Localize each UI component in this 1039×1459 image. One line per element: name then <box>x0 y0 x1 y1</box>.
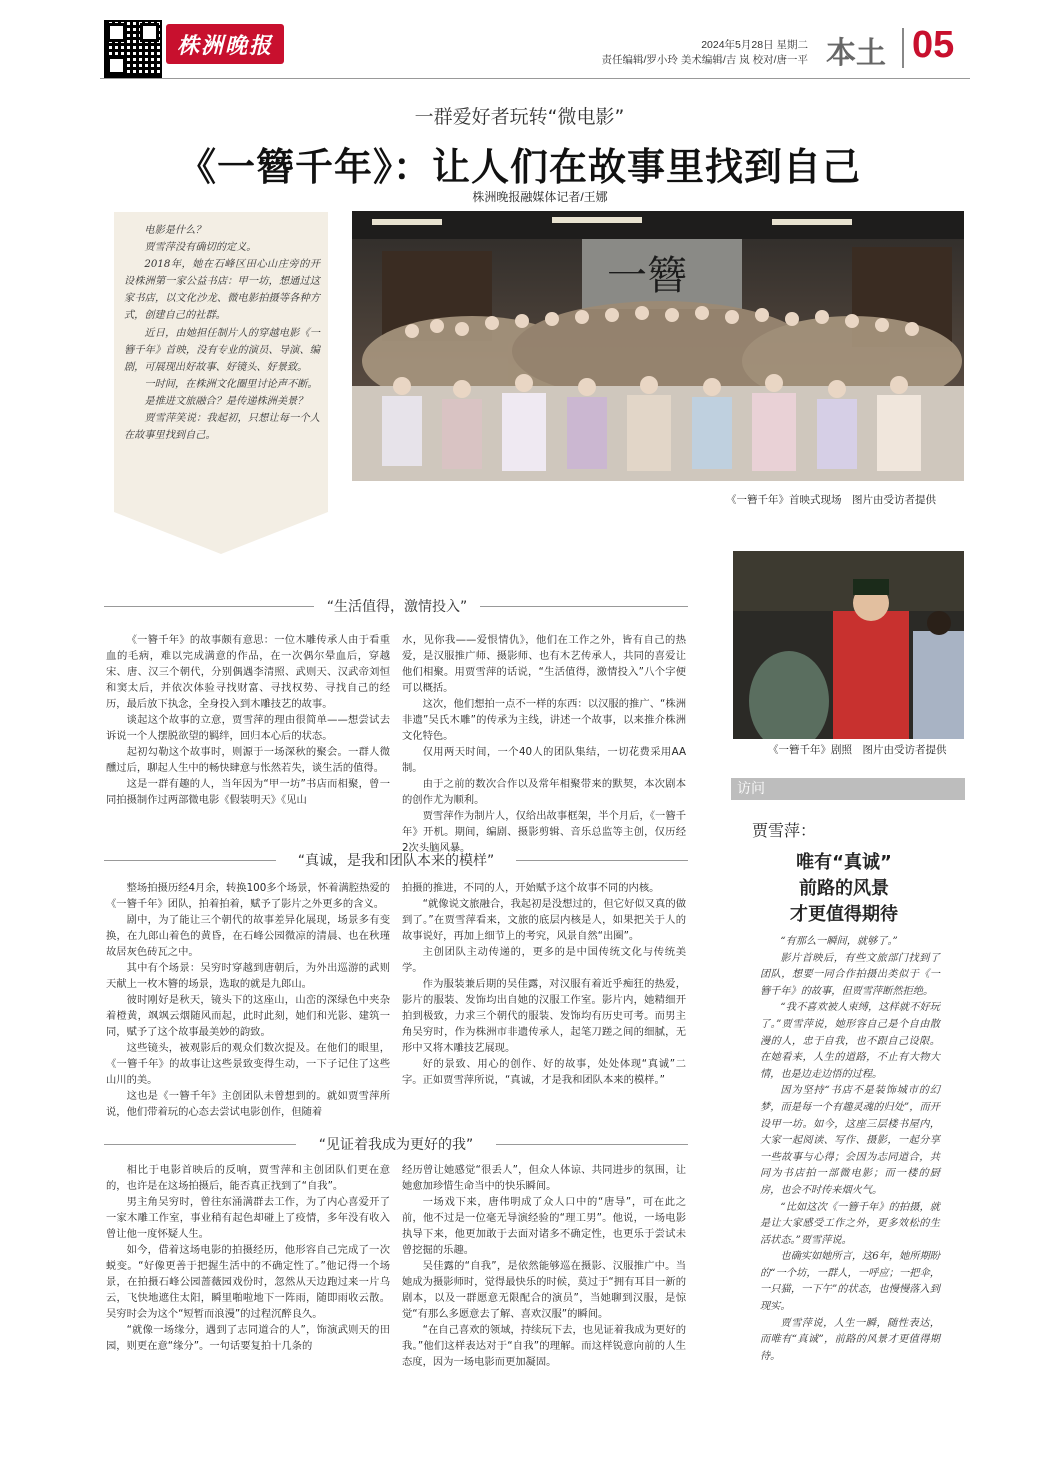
main-photo-caption: 《一簪千年》首映式现场 图片由受访者提供 <box>726 494 936 506</box>
section-rule-right <box>480 606 688 607</box>
section2-column-1 <box>106 880 390 1120</box>
interview-paragraph: 贾雪萍说，人生一瞬，随性表达，而唯有“真诚”，前路的风景才更值得期待。 <box>760 1317 940 1362</box>
section-rule-left <box>104 1144 296 1145</box>
section-rule-left <box>104 606 314 607</box>
premiere-group-photo <box>352 211 964 481</box>
section3-column-1 <box>106 1162 390 1354</box>
screen-title-art: 一簪 <box>607 253 687 299</box>
body-paragraph: 主创团队主动传递的，更多的是中国传统文化与传统美学。 <box>402 946 686 974</box>
interview-paragraph: “有那么一瞬间，就够了。” <box>780 936 898 947</box>
intro-paragraph: 贾雪萍没有确切的定义。 <box>144 242 257 254</box>
intro-paragraph: 一时间，在株洲文化圈里讨论声不断。 <box>144 378 318 390</box>
body-paragraph: 整场拍摄历经4月余，转换100多个场景，怀着满腔热爱的《一簪千年》团队，拍着拍着，赋予了影片之外更多的含义。 <box>106 882 390 910</box>
section-heading-1: “生活值得，激情投入” <box>326 599 468 615</box>
body-paragraph: 拍摄的推进，不同的人，开始赋予这个故事不同的内核。 <box>402 882 660 894</box>
body-paragraph: 相比于电影首映后的反响，贾雪萍和主创团队们更在意的，也许是在这场拍摄后，能否真正找到了“自我”。 <box>106 1164 390 1192</box>
interview-tag <box>731 778 965 800</box>
body-paragraph: 彼时刚好是秋天，镜头下的这座山，山峦的深绿色中夹杂着橙黄，飒飒云烟随风而起，此时此刻，她们和光影、建筑一同，赋予了这个故事最美妙的韵致。 <box>106 994 390 1038</box>
interview-paragraph: “我不喜欢被人束缚，这样就不好玩了。”贾雪萍说，她形容自己是个自由散漫的人，忠于自我，也不跟自己设限。在她看来，人生的道路，不止有大物大情，也是边走边悟的过程。 <box>760 1002 940 1080</box>
body-paragraph: 由于之前的数次合作以及常年相聚带来的默契，本次剧本的创作尤为顺利。 <box>402 778 686 806</box>
section-rule-right <box>496 1144 688 1145</box>
interview-title-line: 唯有“真诚” <box>796 852 892 873</box>
issue-date: 2024年5月28日 星期二 <box>701 39 808 51</box>
interview-paragraph: 因为坚持“书店不是装饰城市的幻梦，而是每一个有趣灵魂的归处”，而开设甲一坊。如今，这座三层楼书屋内，大家一起阅读、写作、摄影，一起分享一些故事与心得；会因为志同道合，共同为书店拍一部微电影；而一楼的厨房，也会不时传来烟火气。 <box>760 1085 940 1196</box>
interview-title-line: 才更值得期待 <box>790 904 898 925</box>
intro-paragraph: 是推进文旅融合？是传递株洲美景？ <box>144 395 308 407</box>
newspaper-logo: 株洲晚报 <box>166 24 284 64</box>
body-paragraph: “就像一场缘分，遇到了志同道合的人”，饰演武则天的田园，则更在意“缘分”。一句话要复拍十几条的 <box>106 1324 390 1352</box>
interview-title-line: 前路的风景 <box>799 878 889 899</box>
body-paragraph: 如今，借着这场电影的拍摄经历，他形容自己完成了一次蜕变。“好像更善于把握生活中的不确定性了。”他记得一个场景，在拍摄石峰公园蔷薇园戏份时，忽然从天边跑过来一片乌云，飞快地遮住太阳，瞬里啪啦地下一阵雨，随即雨收云散。吴穷时会为这个“短暂而浪漫”的过程沉醉良久。 <box>106 1244 390 1320</box>
body-paragraph: 好的景致、用心的创作、好的故事，处处体现“真诚”二字。正如贾雪萍所说，“真诚，才是我和团队本来的模样。” <box>402 1058 686 1086</box>
body-paragraph: 起初勾勒这个故事时，则源于一场深秋的聚会。一群人微醺过后，聊起人生中的畅快肆意与怅然若失，谈生活的值得。 <box>106 746 390 774</box>
section-heading-3: “见证着我成为更好的我” <box>318 1137 474 1153</box>
section-divider <box>902 28 904 68</box>
body-paragraph: 作为服装兼后期的吴佳露，对汉服有着近乎痴狂的热爱，影片的服装、发饰均出自她的汉服工作室。影片内，她精细开拍到极致，力求三个朝代的服装、发饰均有历史可考。而男主角吴穷时，作为株洲市非遗传承人，起笔刀蹉之间的细腻，无形中又将木雕技艺展现。 <box>402 978 686 1054</box>
intro-text <box>124 222 320 444</box>
interview-paragraph: “比如这次《一簪千年》的拍摄，就是让大家感受工作之外，更多效松的生活状态。”贾雪萍说。 <box>760 1201 940 1246</box>
interview-body <box>760 934 940 1365</box>
issue-meta <box>570 38 808 68</box>
body-paragraph: “在自己喜欢的领域，持续玩下去，也见证着我成为更好的我。”他们这样表达对于“自我”的理解。而这样锐意向前的人生态度，因为一场电影而更加凝固。 <box>402 1324 686 1368</box>
article-byline: 株洲晚报融媒体记者/王娜 <box>472 190 608 204</box>
intro-paragraph: 电影是什么？ <box>144 225 206 236</box>
intro-paragraph: 贾雪萍笑说：我起初，只想让每一个人在故事里找到自己。 <box>124 413 320 442</box>
article-kicker: 一群爱好者玩转“微电影” <box>414 106 625 128</box>
body-paragraph: 一场戏下来，唐伟明成了众人口中的“唐导”，可在此之前，他不过是一位毫无导演经验的“理工男”。他说，一场电影执导下来，他更加敢于去面对诸多不确定性，也更乐于尝试未曾挖掘的乐趣。 <box>402 1196 686 1256</box>
body-paragraph: 谈起这个故事的立意，贾雪萍的理由很简单——想尝试去诉说一个人摆脱欲望的羁绊，回归本心后的状态。 <box>106 714 390 742</box>
section-name: 本土 <box>826 36 886 71</box>
interview-tag-label: 访问 <box>737 781 765 797</box>
interview-paragraph: 影片首映后，有些文旅部门找到了团队，想要一同合作拍摄出类似于《一簪千年》的故事，但贾雪萍断然拒绝。 <box>760 952 940 997</box>
intro-box-tail <box>114 512 328 554</box>
interview-paragraph: 也确实如她所言，这6年，她所期盼的“一个坊，一群人，一呼应；一把伞，一只猫，一下午”的状态，也慢慢落入到现实。 <box>760 1251 940 1313</box>
film-still-photo <box>733 551 964 739</box>
section2-column-2 <box>402 880 686 1088</box>
body-paragraph: 《一簪千年》的故事颇有意思：一位木雕传承人由于看重血的毛病，难以完成满意的作品，在一次偶尔晕血后，穿越宋、唐、汉三个朝代，分别偶遇李清照、武则天、汉武帝刘恒和窦太后，并依次体验寻找财富、寻找权势、寻找自己的经历，最后放下执念，全身投入到木雕技艺的故事。 <box>106 634 390 710</box>
body-paragraph: 水，见你我——爱恨情仇》，他们在工作之外，皆有自己的热爱，是汉服推广师、摄影师、也有木艺传承人，共同的喜爱让他们相聚。用贾雪萍的话说，“生活值得，激情投入”八个字便可以概括。 <box>402 634 686 694</box>
section-rule-right <box>516 860 688 861</box>
body-paragraph: 经历曾让她感觉“很丢人”，但众人体谅、共同进步的氛围，让她愈加珍惜生命当中的快乐瞬间。 <box>402 1164 686 1192</box>
section-rule-left <box>104 860 276 861</box>
body-paragraph: “就像说文旅融合，我起初是没想过的，但它好似又真的做到了。”在贾雪萍看来，文旅的底层内核是人，如果把关于人的故事说好，再加上细节上的考究，风景自然“出圈”。 <box>402 898 686 942</box>
intro-paragraph: 2018年，她在石峰区田心山庄旁的开设株洲第一家公益书店：甲一坊，想通过这家书店，以文化沙龙、微电影拍摄等各种方式，创建自己的社群。 <box>124 259 320 322</box>
article-headline: 《一簪千年》：让人们在故事里找到自己 <box>177 145 861 189</box>
body-paragraph: 这也是《一簪千年》主创团队未曾想到的。就如贾雪萍所说，他们带着玩的心态去尝试电影创作，但随着 <box>106 1090 390 1118</box>
still-photo-caption: 《一簪千年》剧照 图片由受访者提供 <box>768 744 947 756</box>
body-paragraph: 其中有个场景：吴穷时穿越到唐朝后，为外出巡游的武则天献上一枚木簪的场景，选取的就是九郎山。 <box>106 962 390 990</box>
body-paragraph: 仅用两天时间，一个40人的团队集结，一切花费采用AA制。 <box>402 746 686 774</box>
header-rule <box>100 78 970 79</box>
body-paragraph: 这些镜头，被观影后的观众们数次提及。在他们的眼里，《一簪千年》的故事让这些景致变得生动，一下子记住了这些山川的美。 <box>106 1042 390 1086</box>
body-paragraph: 这次，他们想拍一点不一样的东西：以汉服的推广、“株洲非遗”吴氏木雕”的传承为主线，讲述一个故事，以来推介株洲文化特色。 <box>402 698 686 742</box>
page-number: 05 <box>912 24 955 66</box>
editors-line: 责任编辑/罗小玲 美术编辑/吉 岚 校对/唐一平 <box>601 54 808 66</box>
body-paragraph: 贾雪萍作为制片人，仅给出故事框架，半个月后，《一簪千年》开机。期间，编剧、摄影剪辑、音乐总监等主创，仅历经2次头脑风暴。 <box>402 810 686 854</box>
section1-column-1 <box>106 632 390 808</box>
intro-paragraph: 近日，由她担任制片人的穿越电影《一簪千年》首映，没有专业的演员、导演、编剧，可展现出好故事、好镜头、好景致。 <box>124 327 320 373</box>
body-paragraph: 男主角吴穷时，曾往东涌满群去工作，为了内心喜爱开了一家木雕工作室，事业稍有起色却碰上了疫情，多年没有收入曾让他一度怀疑人生。 <box>106 1196 390 1240</box>
qr-code <box>104 20 162 78</box>
section-heading-2: “真诚，是我和团队本来的模样” <box>297 853 495 869</box>
interviewee-name: 贾雪萍： <box>752 821 817 840</box>
body-paragraph: 吴佳露的“自我”，是依然能够巡在摄影、汉服推广中。当她成为摄影师时，觉得最快乐的时候，莫过于“拥有耳目一新的剧本，以及一群愿意无限配合的演员”，当她聊到汉服，是惊觉“有那么多愿意去了解、喜欢汉服”的瞬间。 <box>402 1260 686 1320</box>
section1-column-2 <box>402 632 686 856</box>
body-paragraph: 这是一群有趣的人，当年因为“甲一坊”书店而相聚，曾一同拍摄制作过两部微电影《假装明天》《见山 <box>106 778 390 806</box>
section3-column-2 <box>402 1162 686 1370</box>
body-paragraph: 剧中，为了能让三个朝代的故事差异化展现，场景多有变换，在九郎山着色的黄昏，在石峰公园微凉的清晨、也在秋瑾故居灰色砖瓦之中。 <box>106 914 390 958</box>
interview-title <box>744 850 944 928</box>
